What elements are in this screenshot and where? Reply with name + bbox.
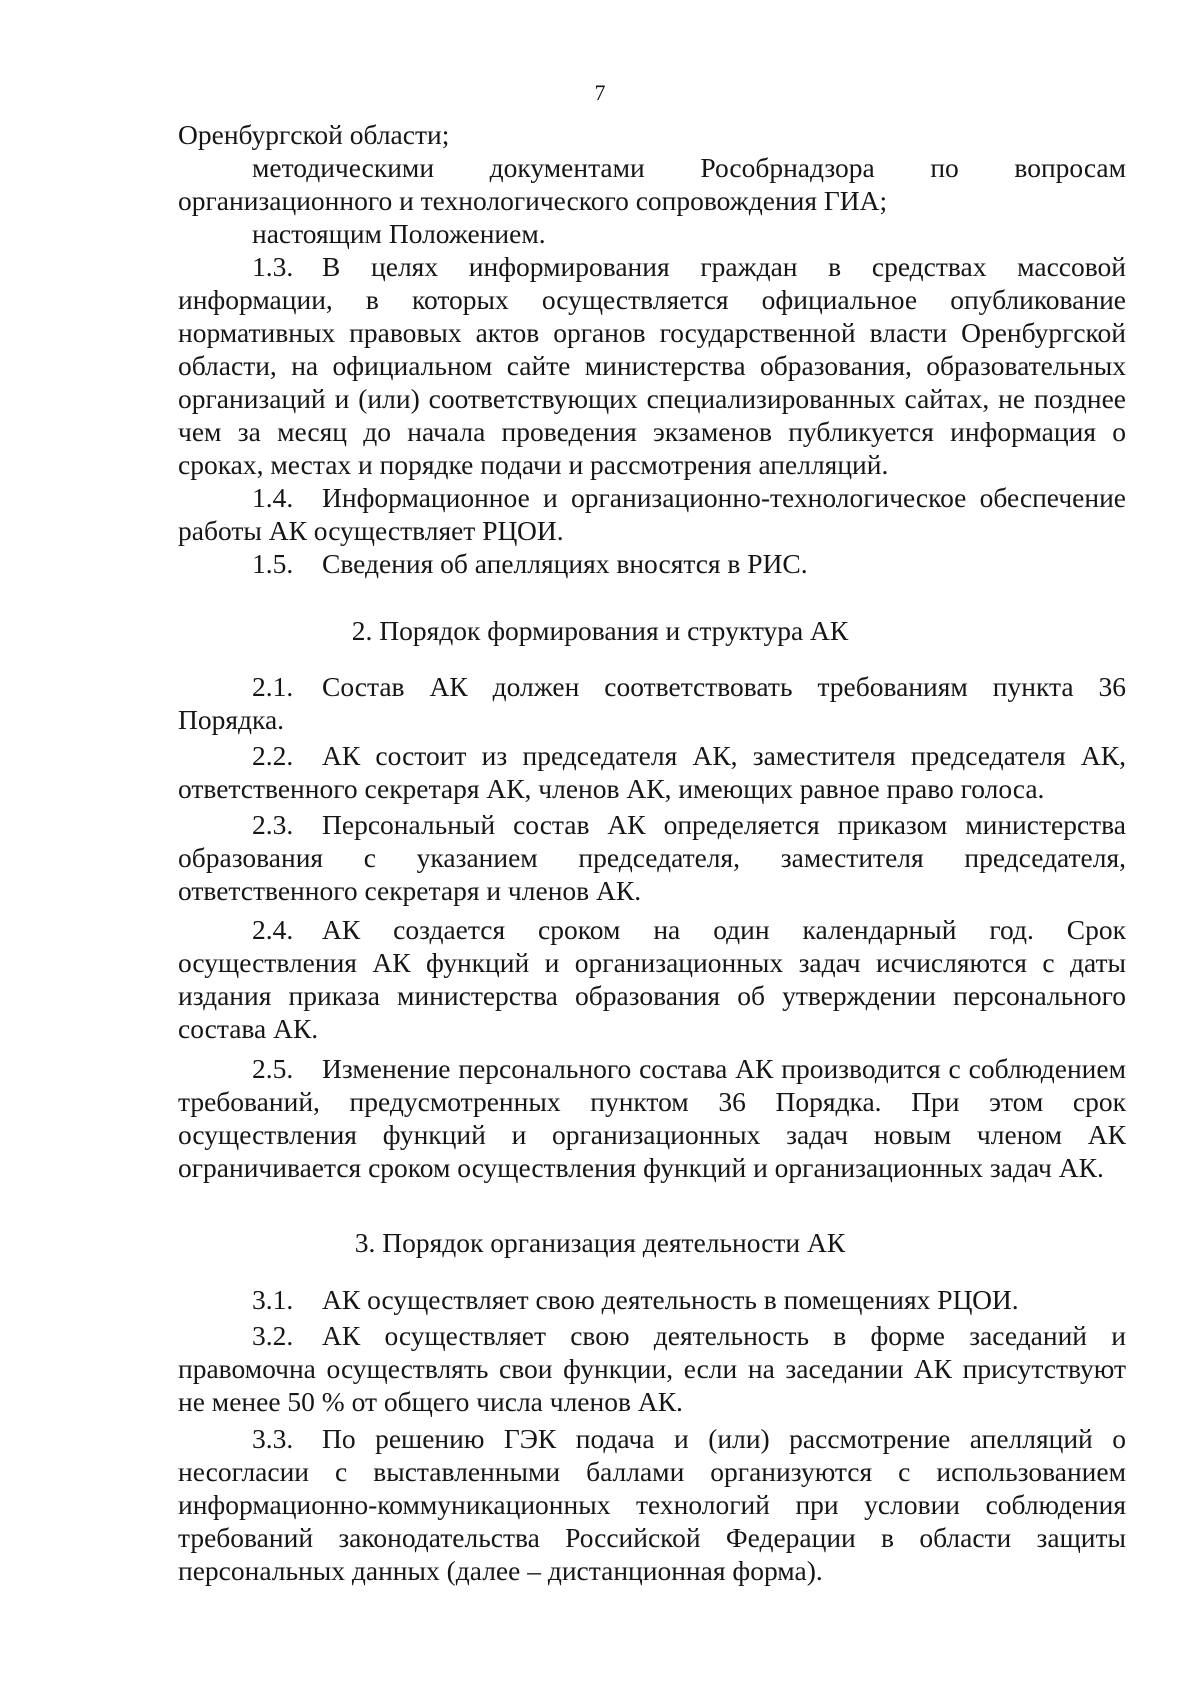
paragraph-3-2 — [178, 1319, 1126, 1418]
paragraph-2-4 — [178, 913, 1126, 1045]
paragraph-1-5 — [178, 547, 1126, 580]
paragraph-text: АК состоит из председателя АК, заместителя председателя АК, ответственного секретаря АК, членов АК, имеющих равное право голоса. — [178, 740, 1126, 804]
paragraph-text: По решению ГЭК подача и (или) рассмотрение апелляций о несогласии с выставленными баллами организуются с использованием информационно-коммуникационных технологий при условии соблюдения требований законодательства Российской Федерации в области защиты персональных данных (далее – дистанционная форма). — [178, 1423, 1126, 1586]
paragraph-text: Изменение персонального состава АК производится с соблюдением требований, предусмотренных пунктом 36 Порядка. При этом срок осуществления функций и организационных задач новым членом АК ограничивается сроком осуществления функций и организационных задач АК. — [178, 1053, 1126, 1183]
paragraph-text: В целях информирования граждан в средствах массовой информации, в которых осуществляется официальное опубликование нормативных правовых актов органов государственной власти Оренбургской области, на официальном сайте министерства образования, образовательных организаций и (или) соответствующих специализированных сайтах, не позднее чем за месяц до начала проведения экзаменов публикуется информация о сроках, местах и порядке подачи и рассмотрения апелляций. — [178, 251, 1126, 480]
page-number: 7 — [594, 80, 606, 105]
paragraph-text: Персональный состав АК определяется приказом министерства образования с указанием председателя, заместителя председателя, ответственного секретаря и членов АК. — [178, 809, 1126, 906]
paragraph-text: АК осуществляет свою деятельность в помещениях РЦОИ. — [322, 1284, 1019, 1315]
paragraph-2-5 — [178, 1052, 1126, 1184]
paragraph-text: Состав АК должен соответствовать требованиям пункта 36 Порядка. — [178, 671, 1126, 735]
paragraph-text: АК осуществляет свою деятельность в форме заседаний и правомочна осуществлять свои функции, если на заседании АК присутствуют не менее 50 % от общего числа членов АК. — [178, 1320, 1126, 1417]
paragraph-1-3 — [178, 250, 1126, 481]
paragraph-3-1 — [178, 1283, 1126, 1316]
paragraph-2-2 — [178, 739, 1126, 805]
paragraph-number: 1.4. — [252, 482, 294, 513]
paragraph-3-3 — [178, 1422, 1126, 1587]
paragraph-this-regulation: настоящим Положением. — [252, 218, 546, 249]
paragraph-number: 3.2. — [252, 1320, 294, 1351]
paragraph-text: АК создается сроком на один календарный год. Срок осуществления АК функций и организационных задач исчисляются с даты издания приказа министерства образования об утверждении персонального состава АК. — [178, 914, 1126, 1044]
paragraph-number: 2.4. — [252, 914, 294, 945]
paragraph-2-1 — [178, 670, 1126, 736]
paragraph-number: 2.3. — [252, 809, 294, 840]
paragraph-number: 1.3. — [252, 251, 294, 282]
section-3-heading: 3. Порядок организация деятельности АК — [354, 1227, 846, 1258]
paragraph-text: Сведения об апелляциях вносятся в РИС. — [322, 548, 808, 579]
paragraph-number: 1.5. — [252, 548, 294, 579]
paragraph-number: 2.1. — [252, 671, 294, 702]
paragraph-1-4 — [178, 481, 1126, 547]
intro-line: Оренбургской области; — [178, 119, 450, 150]
section-2-heading: 2. Порядок формирования и структура АК — [351, 615, 849, 646]
paragraph-number: 3.3. — [252, 1423, 294, 1454]
paragraph-number: 3.1. — [252, 1284, 294, 1315]
paragraph-number: 2.5. — [252, 1053, 294, 1084]
paragraph-text: Информационное и организационно-технологическое обеспечение работы АК осуществляет РЦОИ. — [178, 482, 1126, 546]
paragraph-number: 2.2. — [252, 740, 294, 771]
paragraph-2-3 — [178, 808, 1126, 907]
paragraph-methodical-documents: методическими документами Рособрнадзора по вопросам организационного и технологического сопровождения ГИА; — [178, 152, 1126, 216]
